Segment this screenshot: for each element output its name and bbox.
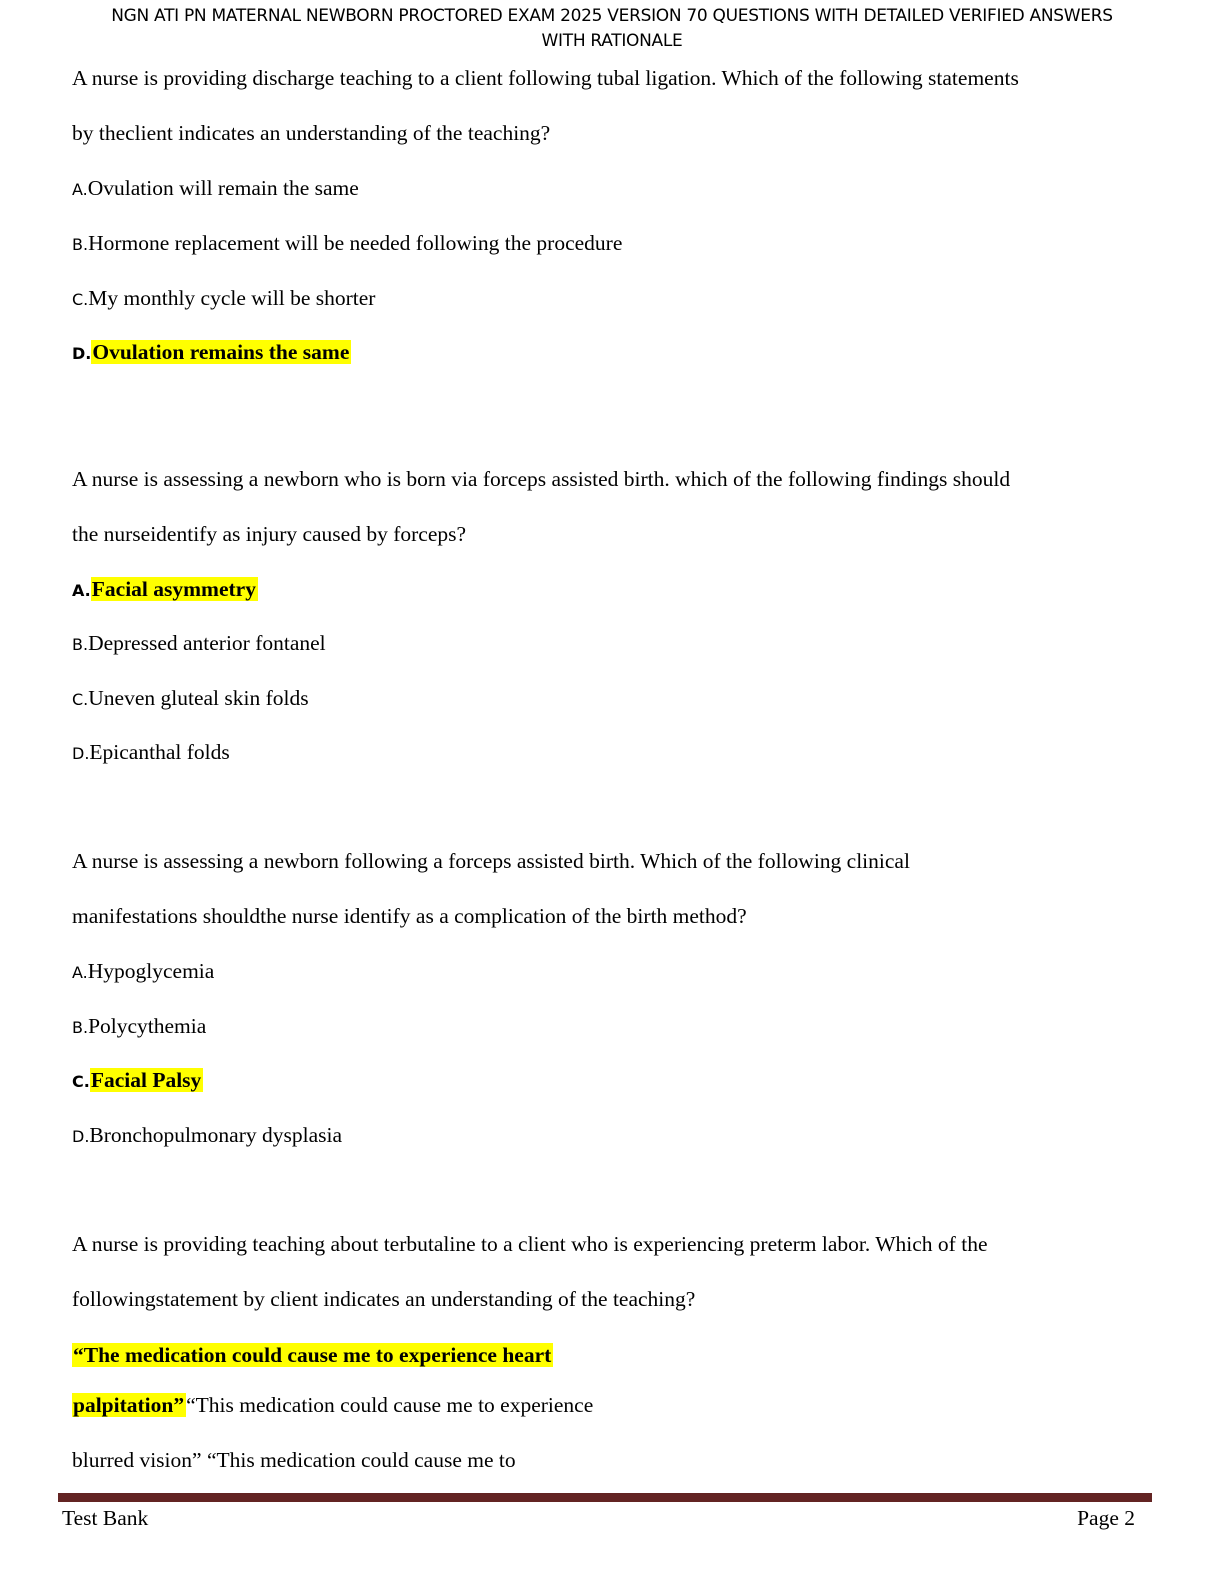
option-letter: D. — [72, 1127, 90, 1146]
question-2-option-a-correct — [72, 575, 258, 605]
option-text: Uneven gluteal skin folds — [88, 686, 309, 710]
option-letter: A. — [72, 963, 88, 982]
page-number: Page 2 — [1077, 1506, 1135, 1530]
highlighted-answer: Facial Palsy — [90, 1068, 202, 1092]
question-3-option-a — [72, 957, 214, 987]
question-3-option-b — [72, 1012, 206, 1042]
header-line-1: NGN ATI PN MATERNAL NEWBORN PROCTORED EXAM 2025 VERSION 70 QUESTIONS WITH DETAILED VERIFIED ANSWERS — [111, 6, 1113, 26]
option-text: Depressed anterior fontanel — [88, 631, 326, 655]
question-4-answer-line-2 — [72, 1391, 593, 1419]
question-1-option-a — [72, 174, 359, 204]
question-2-stem-line-1: A nurse is assessing a newborn who is born via forceps assisted birth. which of the following findings should — [72, 467, 1011, 491]
option-letter: B. — [72, 635, 89, 654]
option-text: Epicanthal folds — [89, 740, 230, 764]
option-letter: B. — [72, 1018, 89, 1037]
option-text: “This medication could cause me to experience — [186, 1393, 594, 1417]
question-2-option-b — [72, 629, 326, 659]
question-4-answer-line-1 — [72, 1341, 553, 1369]
question-4-stem-line-2: followingstatement by client indicates an understanding of the teaching? — [72, 1287, 696, 1311]
highlighted-answer: “The medication could cause me to experience heart — [73, 1343, 552, 1367]
question-3-stem-line-2: manifestations shouldthe nurse identify as a complication of the birth method? — [72, 904, 747, 928]
question-1-stem-line-2: by theclient indicates an understanding of the teaching? — [72, 121, 551, 145]
option-letter: C. — [72, 290, 89, 309]
question-3-option-c-correct — [72, 1066, 203, 1096]
question-1-option-d-correct — [72, 338, 351, 368]
footer-label: Test Bank — [62, 1506, 149, 1530]
option-letter: C. — [72, 1072, 90, 1091]
highlighted-answer: Ovulation remains the same — [92, 340, 350, 364]
option-letter: D. — [72, 344, 92, 363]
question-2-option-c — [72, 684, 309, 714]
option-letter: A. — [72, 581, 91, 600]
option-letter: B. — [72, 235, 89, 254]
question-1-option-b — [72, 229, 622, 259]
option-text: Polycythemia — [88, 1014, 207, 1038]
option-text: My monthly cycle will be shorter — [88, 286, 376, 310]
option-text: Bronchopulmonary dysplasia — [89, 1123, 342, 1147]
question-3-option-d — [72, 1121, 342, 1151]
header-line-2: WITH RATIONALE — [541, 31, 683, 51]
option-text: Hypoglycemia — [87, 959, 215, 983]
question-1-option-c — [72, 284, 375, 314]
option-letter: C. — [72, 690, 89, 709]
option-letter: A. — [72, 180, 88, 199]
footer-rule — [58, 1493, 1152, 1502]
option-letter: D. — [72, 744, 90, 763]
option-text: Hormone replacement will be needed following the procedure — [88, 231, 623, 255]
question-4-stem-line-1: A nurse is providing teaching about terbutaline to a client who is experiencing preterm labor. Which of the — [72, 1232, 988, 1256]
option-text: Ovulation will remain the same — [87, 176, 359, 200]
question-3-stem-line-1: A nurse is assessing a newborn following a forceps assisted birth. Which of the following clinical — [72, 849, 910, 873]
question-2-stem-line-2: the nurseidentify as injury caused by forceps? — [72, 522, 467, 546]
highlighted-answer: palpitation” — [73, 1393, 185, 1417]
question-2-option-d — [72, 738, 230, 768]
question-1-stem-line-1: A nurse is providing discharge teaching to a client following tubal ligation. Which of the following statements — [72, 66, 1019, 90]
document-header — [0, 4, 1224, 54]
highlighted-answer: Facial asymmetry — [91, 577, 256, 601]
question-4-option-line: blurred vision” “This medication could cause me to — [72, 1448, 516, 1472]
